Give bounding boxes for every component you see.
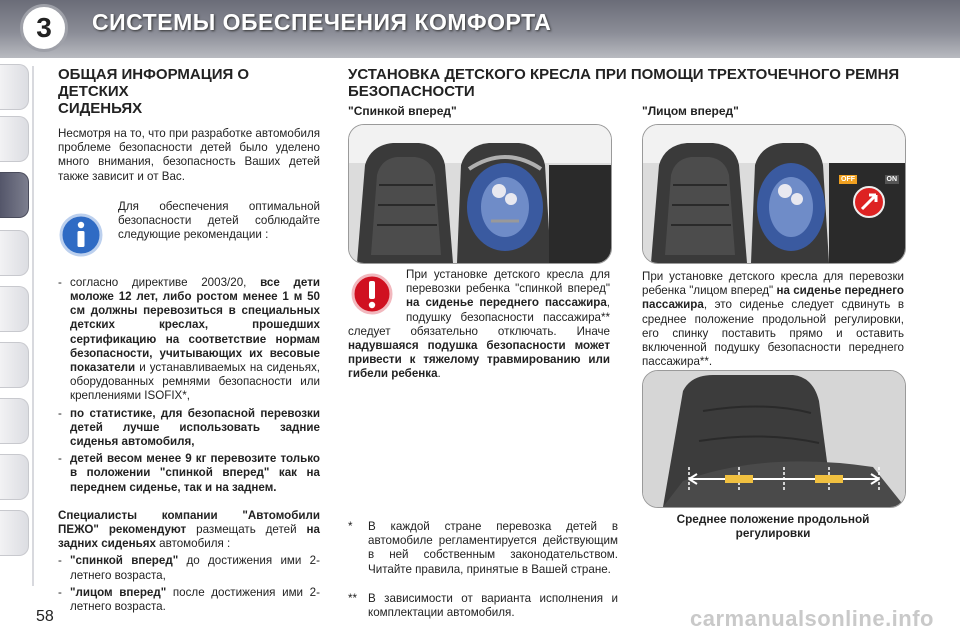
seat-adjust-illustration — [643, 371, 905, 507]
info-block — [58, 200, 320, 258]
list-item: - согласно директиве 2003/20, все дети моложе 12 лет, либо ростом менее 1 м 50 см должны перевозиться в специальных детских креслах, прошедших сертификацию на соответствие нормам безопасности, учитывающих их весовые показатели и устанавливаемых на сиденьях, оборудованных ремнями безопасности или креплениями ISOFIX*, — [58, 275, 321, 403]
chapter-tab-7[interactable] — [0, 398, 29, 444]
seat-adjust-photo — [642, 370, 906, 508]
forward-facing-photo — [642, 124, 906, 264]
left-column — [58, 66, 320, 614]
footnote-1: * В каждой стране перевозка детей в автомобиле регламентируется действующим в ней собственным законодательством. Читайте правила, принятые в Вашей стране. — [348, 520, 618, 576]
chapter-header — [0, 0, 960, 58]
list-item: - "спинкой вперед" до достижения ими 2-летнего возраста, — [58, 554, 320, 582]
airbag-off-label: OFF — [841, 176, 855, 183]
watermark: carmanualsonline.info — [690, 606, 934, 631]
chapter-tab-2[interactable] — [0, 116, 29, 162]
chapter-tab-6[interactable] — [0, 342, 29, 388]
chapter-number-badge: 3 — [20, 4, 68, 52]
specialists-paragraph: Специалисты компании "Автомобили ПЕЖО" рекомендуют размещать детей на задних сиденьях автомобиля : — [58, 508, 320, 551]
warning-text: При установке детского кресла для перевозки ребенка "спинкой вперед" на сиденье переднего пассажира, подушку безопасности пассажира** следует обязательно отключать. Иначе надувшаяся подушка безопасности может привести к тяжелому травмированию или гибели ребенка. — [348, 268, 610, 381]
forward-facing-text: При установке детского кресла для перевозки ребенка "лицом вперед" на сиденье переднего пассажира, это сиденье следует сдвинуть в среднее положение продольной регулировки, его спинку поставить прямо и оставить включенной подушку безопасности переднего пассажира**. — [642, 270, 905, 369]
warning-icon — [350, 272, 394, 316]
airbag-on-label: ON — [886, 176, 897, 183]
page-number: 58 — [36, 608, 54, 625]
footnote-2: ** В зависимости от варианта исполнения и комплектации автомобиля. — [348, 592, 618, 620]
info-icon — [58, 212, 104, 258]
list-item: - "лицом вперед" после достижения ими 2-летнего возраста. — [58, 585, 320, 614]
rear-facing-photo — [348, 124, 612, 264]
section-title-install: УСТАНОВКА ДЕТСКОГО КРЕСЛА ПРИ ПОМОЩИ ТРЕХТОЧЕЧНОГО РЕМНЯ БЕЗОПАСНОСТИ — [348, 66, 900, 100]
list-item: - по статистике, для безопасной перевозки детей лучше использовать задние сиденья автомобиля, — [58, 406, 320, 449]
forward-facing-text-block — [642, 270, 904, 369]
warning-block — [348, 268, 610, 382]
info-text: Для обеспечения оптимальной безопасности детей соблюдайте следующие рекомендации : — [118, 199, 320, 242]
chapter-tab-4[interactable] — [0, 230, 29, 276]
side-rule — [32, 66, 34, 586]
chapter-tab-8[interactable] — [0, 454, 29, 500]
chapter-tab-3-active[interactable] — [0, 172, 29, 218]
chapter-tab-9[interactable] — [0, 510, 29, 556]
forward-facing-label: "Лицом вперед" — [642, 104, 739, 118]
chapter-tab-1[interactable] — [0, 64, 29, 110]
recommendation-list — [58, 276, 320, 495]
chapter-tabs — [0, 64, 32, 584]
section-title-general: ОБЩАЯ ИНФОРМАЦИЯ О ДЕТСКИХ СИДЕНЬЯХ — [58, 66, 250, 117]
rear-facing-label: "Спинкой вперед" — [348, 104, 457, 118]
chapter-tab-5[interactable] — [0, 286, 29, 332]
list-item: - детей весом менее 9 кг перевозите только в положении "спинкой вперед" как на переднем сиденье, так и на заднем. — [58, 452, 320, 494]
chapter-title: СИСТЕМЫ ОБЕСПЕЧЕНИЯ КОМФОРТА — [92, 9, 552, 35]
rear-facing-illustration — [349, 125, 611, 263]
seat-adjust-caption: Среднее положение продольной регулировки — [676, 512, 870, 540]
airbag-switch-icon — [852, 185, 886, 219]
airbag-switch-panel — [839, 175, 899, 223]
intro-paragraph: Несмотря на то, что при разработке автомобиля проблеме безопасности детей было уделено много внимания, безопасность Ваших детей также зависит и от Вас. — [58, 127, 320, 183]
